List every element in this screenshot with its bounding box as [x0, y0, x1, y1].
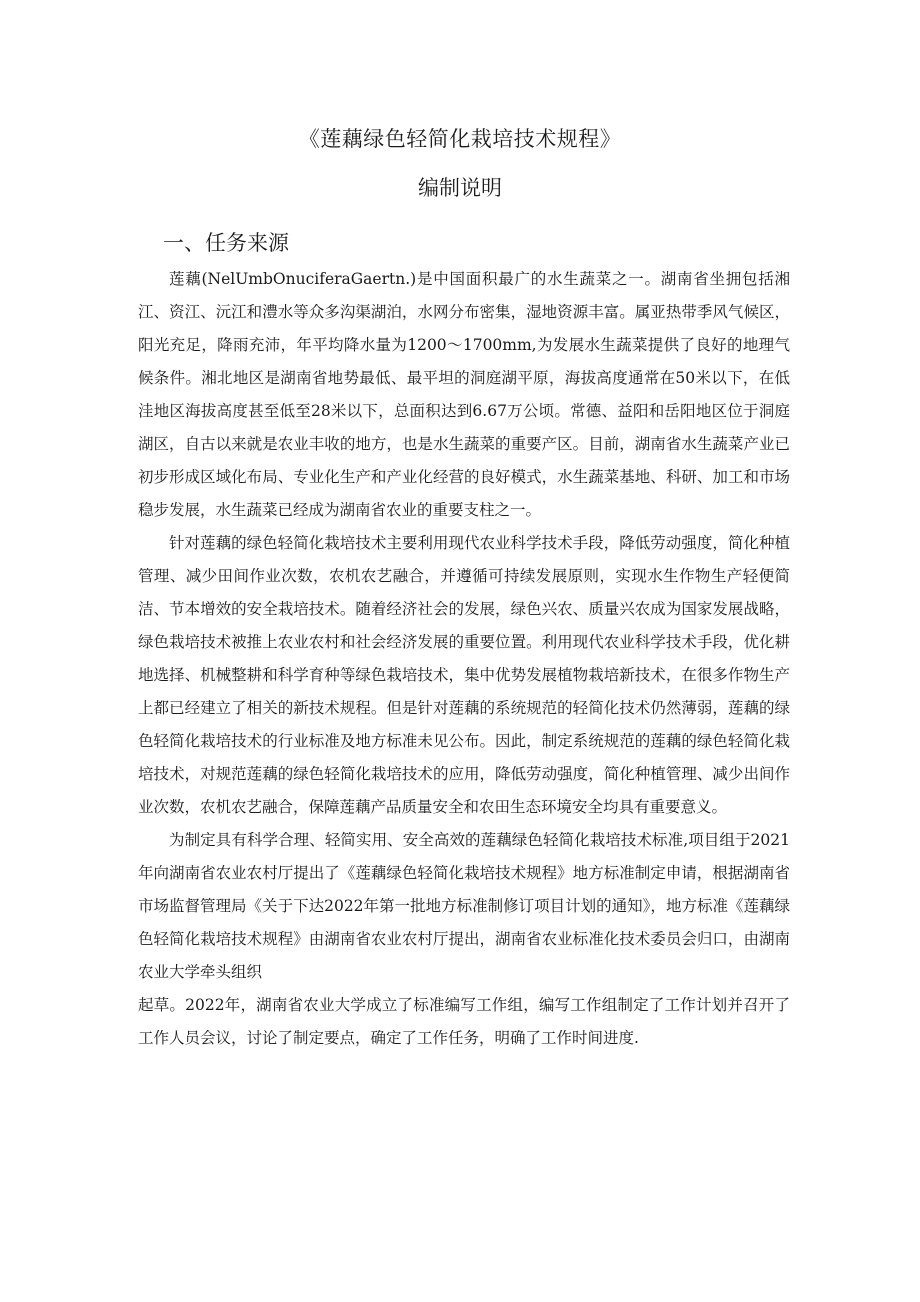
- section-body: [138, 263, 790, 1055]
- document-title: 《莲藕绿色轻简化栽培技术规程》: [298, 127, 622, 151]
- paragraph: 莲藕(NelUmbOnuciferaGaertn.)是中国面积最广的水生蔬菜之一。湖南省坐拥包括湘江、资江、沅江和澧水等众多沟渠湖泊，水网分布密集，湿地资源丰富。属亚热带季风气候区，阳光充足，降雨充沛，年平均降水量为1200～1700mm,为发展水生蔬菜提供了良好的地理气候条件。湘北地区是湖南省地势最低、最平坦的洞庭湖平原，海拔高度通常在50米以下，在低洼地区海拔高度甚至低至28米以下，总面积达到6.67万公顷。常德、益阳和岳阳地区位于洞庭湖区，自古以来就是农业丰收的地方，也是水生蔬菜的重要产区。目前，湖南省水生蔬菜产业已初步形成区域化布局、专业化生产和产业化经营的良好模式，水生蔬菜基地、科研、加工和市场稳步发展，水生蔬菜已经成为湖南省农业的重要支柱之一。: [138, 270, 790, 519]
- section-heading: 一、任务来源: [163, 231, 289, 255]
- paragraph-continuation: 起草。2022年，湖南省农业大学成立了标准编写工作组，编写工作组制定了工作计划并召开了工作人员会议，讨论了制定要点，确定了工作任务，明确了工作时间进度.: [138, 996, 790, 1047]
- paragraph: 针对莲藕的绿色轻简化栽培技术主要利用现代农业科学技术手段，降低劳动强度，简化种植管理、减少田间作业次数，农机农艺融合，并遵循可持续发展原则，实现水生作物生产轻便简洁、节本增效的安全栽培技术。随着经济社会的发展，绿色兴农、质量兴农成为国家发展战略，绿色栽培技术被推上农业农村和社会经济发展的重要位置。利用现代农业科学技术手段，优化耕地选择、机械整耕和科学育种等绿色栽培技术，集中优势发展植物栽培新技术，在很多作物生产上都已经建立了相关的新技术规程。但是针对莲藕的系统规范的轻简化技术仍然薄弱，莲藕的绿色轻简化栽培技术的行业标准及地方标准未见公布。因此，制定系统规范的莲藕的绿色轻简化栽培技术，对规范莲藕的绿色轻简化栽培技术的应用，降低劳动强度，简化种植管理、减少出间作业次数，农机农艺融合，保障莲藕产品质量安全和农田生态环境安全均具有重要意义。: [138, 534, 790, 816]
- document-subtitle: 编制说明: [418, 176, 502, 200]
- paragraph: 为制定具有科学合理、轻简实用、安全高效的莲藕绿色轻简化栽培技术标准,项目组于2021年向湖南省农业农村厅提出了《莲藕绿色轻简化栽培技术规程》地方标准制定申请，根据湖南省市场监督管理局《关于下达2022年第一批地方标准制修订项目计划的通知》，地方标准《莲藕绿色轻简化栽培技术规程》由湖南省农业农村厅提出，湖南省农业标准化技术委员会归口，由湖南农业大学牵头组织: [138, 831, 790, 981]
